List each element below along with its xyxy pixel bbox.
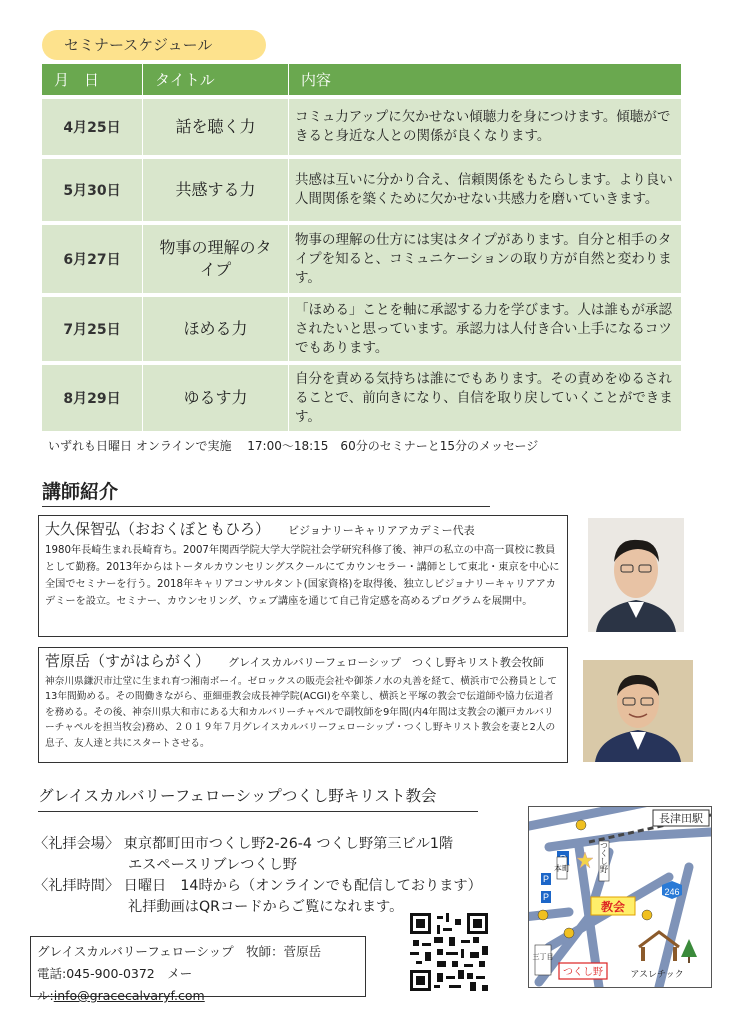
lecturer-bio: 神奈川県鎌沢市辻堂に生まれ育つ湘南ボーイ。ゼロックスの販売会社や御茶ノ水の丸善を経て、横浜市で公務員として13年間勤める。その間働きながら、亜細亜教会成長神学院(ACGI)を卒業し、横浜と平塚の教会で伝道師や協力伝道者を務める。その後、神奈川県大和市にある大和カルバリーチャペルで副牧師を9年間(内4年間は支教会の瀬戸カルバリーチャペルを担当牧会)務め、２０１９年７月グレイスカルバリーフェローシップ・つくし野キリスト教会を妻と2人の息子、友人達と共にスタートさせる。 (45, 676, 558, 749)
schedule-note: いずれも日曜日 オンラインで実施 17:00～18:15 60分のセミナーと15分のメッセージ (48, 439, 539, 453)
table-row (42, 295, 682, 363)
row-title: 話を聴く力 (143, 97, 289, 157)
table-row (42, 363, 682, 431)
map-road-label: 本町 (554, 864, 570, 873)
lecturer-name: 菅原岳（すがはらがく） (45, 652, 211, 670)
row-desc: コミュ力アップに欠かせない傾聴力を身につけます。傾聴ができると身近な人との関係が良くなります。 (289, 97, 682, 157)
row-title: 共感する力 (143, 157, 289, 223)
row-date: 8月29日 (42, 363, 143, 431)
schedule-label: セミナースケジュール (42, 30, 266, 60)
table-header (42, 64, 682, 97)
row-date: 4月25日 (42, 97, 143, 157)
church-map[interactable] (528, 806, 712, 988)
row-date: 5月30日 (42, 157, 143, 223)
map-church-label: 教会 (600, 900, 626, 914)
row-title: ほめる力 (143, 295, 289, 363)
lecturer-card-okubo (38, 515, 568, 637)
lecturer-title: ビジョナリーキャリアアカデミー代表 (288, 524, 475, 537)
divider (42, 506, 490, 507)
qr-code[interactable] (410, 913, 488, 991)
map-sancho-label: 三丁目 (532, 954, 554, 961)
lecturer-bio: 1980年長崎生まれ長崎育ち。2007年関西学院大学大学院社会学研究科修了後、神戸の私立の中高一貫校に教員として勤務。2013年からはトータルカウンセリングスクールにてカウンセラー・講師として東北・東京を中心に全国でセミナーを行う。2018年キャリアコンサルタント(国家資格)を取得後、独立しビジョナリーキャリアアカデミーを設立。セミナー、カウンセリング、ウェブ講座を通じて自己肯定感を高めるプログラムを展開中。 (45, 545, 560, 607)
schedule-table (42, 64, 682, 431)
row-desc: 共感は互いに分かり合え、信頼関係をもたらします。より良い人間関係を築くために欠かせない共感力を磨いていきます。 (289, 157, 682, 223)
header-date: 月 日 (42, 64, 143, 97)
table-row (42, 157, 682, 223)
divider (38, 811, 478, 812)
venue-name: エスペースリブレつくし野 (128, 857, 297, 873)
map-route-label: 246 (664, 887, 680, 897)
row-desc: 「ほめる」ことを軸に承認する力を学びます。人は誰もが承認されたいと思っています。承認力は人付き合い上手になるコツでもあります。 (289, 295, 682, 363)
contact-pastor: グレイスカルバリーフェローシップ 牧師：菅原岳 (37, 944, 322, 959)
lecturer-photo-okubo (588, 518, 684, 632)
svg-text:P: P (542, 892, 550, 902)
lecturers-heading: 講師紹介 (42, 481, 119, 503)
worship-time: 日曜日 14時から（オンラインでも配信しております） (123, 878, 482, 894)
row-desc: 物事の理解の仕方には実はタイプがあります。自分と相手のタイプを知ると、コミュニケーションの取り方が自然と変わります。 (289, 223, 682, 295)
venue-label: 〈礼拝会場〉 (34, 836, 120, 852)
time-label: 〈礼拝時間〉 (34, 878, 120, 894)
map-station-label: 長津田駅 (659, 813, 703, 825)
worship-info (34, 834, 504, 918)
header-content: 内容 (289, 64, 682, 97)
map-tsukushino-label: つくし野 (563, 967, 603, 978)
map-athletic-label: アスレチック (630, 969, 684, 979)
contact-box (30, 936, 366, 1003)
row-title: 物事の理解のタイプ (143, 223, 289, 295)
lecturer-photo-sugahara (583, 660, 693, 762)
lecturer-name: 大久保智弘（おおくぼともひろ） (45, 520, 271, 538)
contact-email-link[interactable]: info@gracecalvaryf.com (53, 988, 205, 1003)
row-title: ゆるす力 (143, 363, 289, 431)
svg-text:P: P (542, 874, 550, 884)
lecturer-card-sugahara (38, 647, 568, 763)
table-row (42, 223, 682, 295)
video-note: 礼拝動画はQRコードからご覧になれます。 (128, 899, 404, 915)
row-desc: 自分を責める気持ちは誰にでもあります。その責めをゆるされることで、前向きになり、自信を取り戻していくことができます。 (289, 363, 682, 431)
church-name: グレイスカルバリーフェローシップつくし野キリスト教会 (38, 787, 437, 805)
row-date: 6月27日 (42, 223, 143, 295)
contact-phone: 電話:045-900-0372 メール: (37, 966, 193, 1003)
map-tsukushino-v: つくし野 (599, 841, 609, 873)
header-title: タイトル (143, 64, 289, 97)
row-date: 7月25日 (42, 295, 143, 363)
table-row (42, 97, 682, 157)
lecturer-title: グレイスカルバリーフェローシップ つくし野キリスト教会牧師 (228, 656, 544, 669)
venue-address: 東京都町田市つくし野2-26-4 つくし野第三ビル1階 (123, 836, 454, 852)
